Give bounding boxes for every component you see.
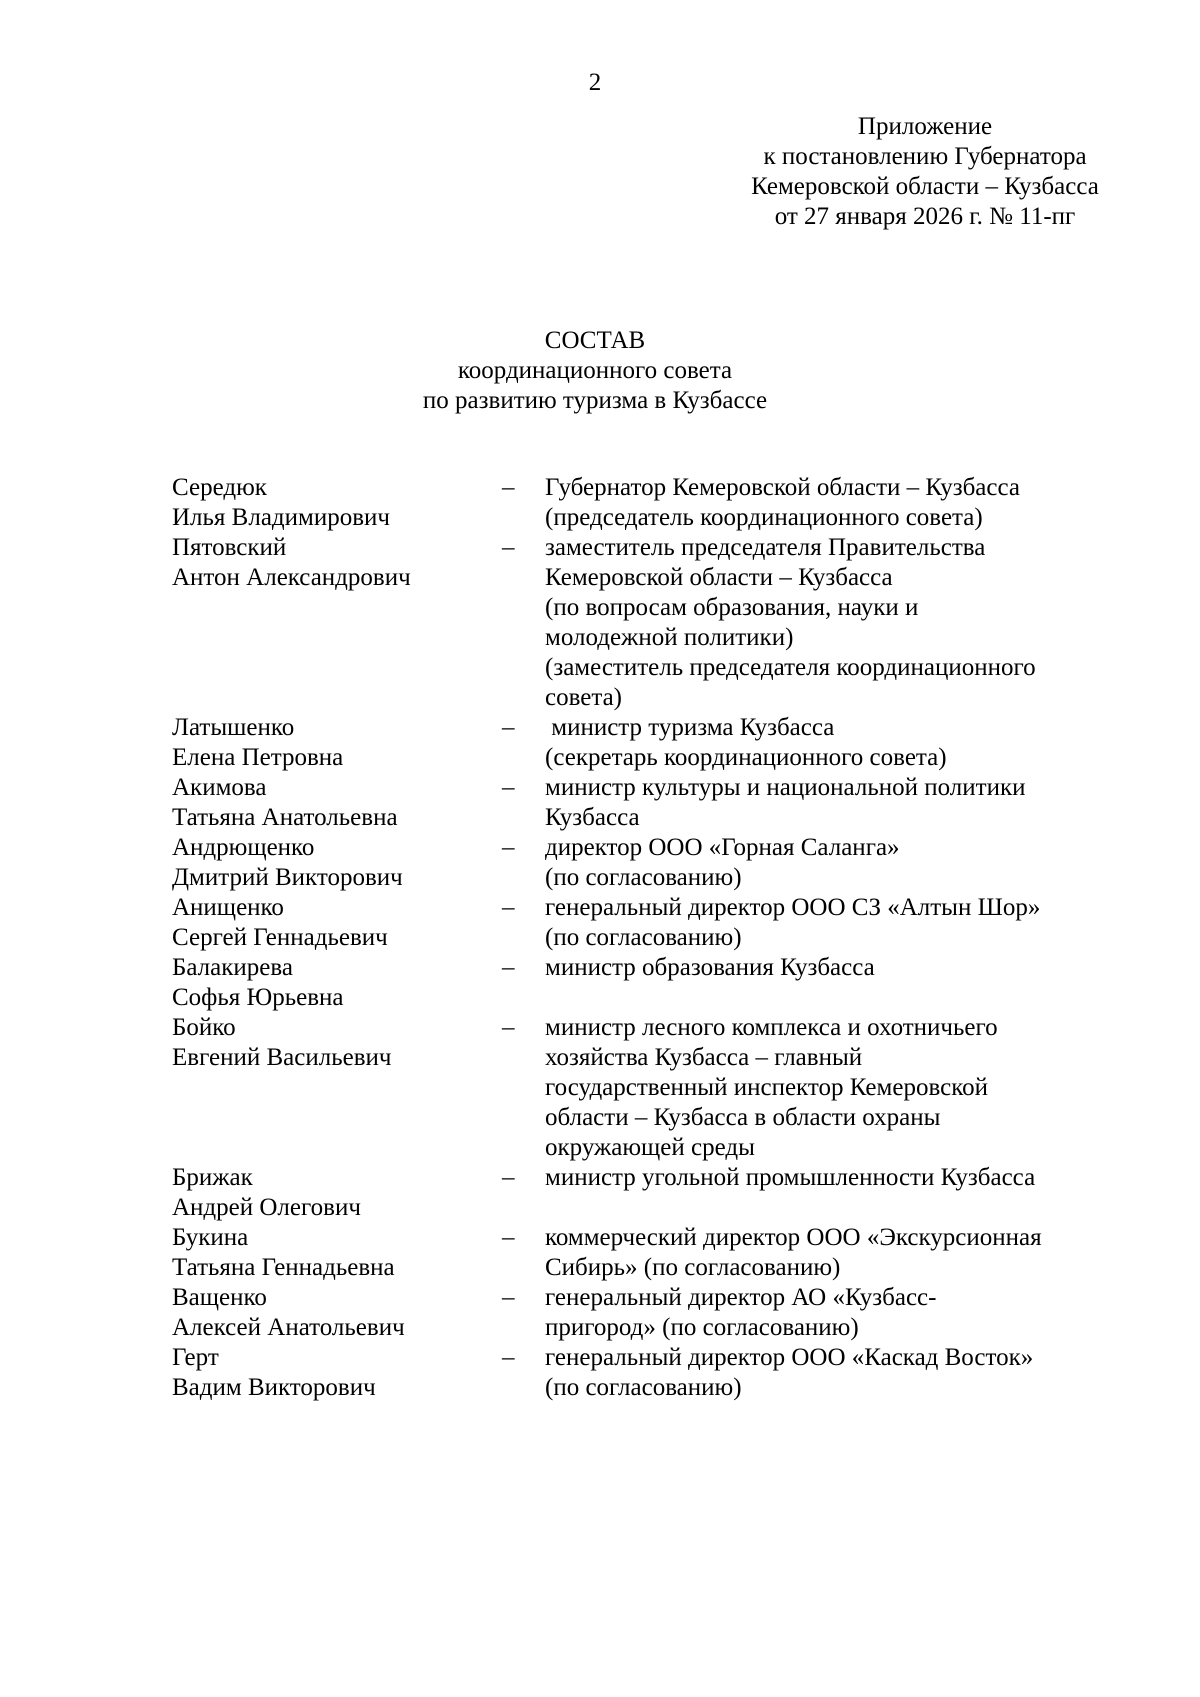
role-line: государственный инспектор Кемеровской (545, 1074, 988, 1101)
document-title (0, 326, 1190, 416)
member-entry (172, 773, 1132, 833)
role-line: совета) (545, 684, 623, 711)
role-line: области – Кузбасса в области охраны (545, 1104, 941, 1131)
member-role (545, 1343, 1132, 1403)
member-role (545, 833, 1132, 893)
member-name (172, 1343, 502, 1403)
role-line: министр лесного комплекса и охотничьего (545, 1014, 998, 1041)
role-line: генеральный директор ООО СЗ «Алтын Шор» (545, 894, 1041, 921)
member-surname: Акимова (172, 774, 267, 801)
member-surname: Букина (172, 1224, 249, 1251)
role-line: хозяйства Кузбасса – главный (545, 1044, 863, 1071)
member-role (545, 713, 1132, 773)
role-line: молодежной политики) (545, 624, 794, 651)
members-list (172, 473, 1132, 1403)
member-surname: Балакирева (172, 954, 293, 981)
dash-separator: – (502, 1344, 515, 1371)
member-name (172, 713, 502, 773)
role-line: (заместитель председателя координационного (545, 654, 1036, 681)
member-given-names: Алексей Анатольевич (172, 1314, 405, 1341)
dash-separator: – (502, 1224, 515, 1251)
member-role (545, 1223, 1132, 1283)
role-line: (секретарь координационного совета) (545, 744, 947, 771)
member-entry (172, 1013, 1132, 1163)
member-name (172, 1283, 502, 1343)
member-role (545, 473, 1132, 533)
member-entry (172, 533, 1132, 713)
member-role (545, 893, 1132, 953)
member-entry (172, 1163, 1132, 1223)
member-given-names: Сергей Геннадьевич (172, 924, 388, 951)
member-surname: Ващенко (172, 1284, 267, 1311)
role-line: Кузбасса (545, 804, 640, 831)
role-line: (председатель координационного совета) (545, 504, 983, 531)
member-role (545, 953, 1132, 983)
role-line: директор ООО «Горная Саланга» (545, 834, 900, 861)
dash-separator: – (502, 894, 515, 921)
member-entry (172, 893, 1132, 953)
title-subheading: по развитию туризма в Кузбассе (422, 387, 768, 414)
appendix-line: от 27 января 2026 г. № 11-пг (774, 203, 1076, 230)
member-name (172, 533, 502, 593)
dash-separator: – (502, 474, 515, 501)
member-name (172, 1223, 502, 1283)
member-given-names: Вадим Викторович (172, 1374, 376, 1401)
dash-separator: – (502, 954, 515, 981)
role-line: (по согласованию) (545, 924, 742, 951)
member-name (172, 473, 502, 533)
member-surname: Андрющенко (172, 834, 315, 861)
role-line: коммерческий директор ООО «Экскурсионная (545, 1224, 1042, 1251)
member-name (172, 1013, 502, 1073)
member-entry (172, 953, 1132, 1013)
page-number: 2 (588, 69, 602, 96)
member-entry (172, 713, 1132, 773)
member-surname: Пятовский (172, 534, 287, 561)
role-line: (по согласованию) (545, 864, 742, 891)
member-given-names: Татьяна Анатольевна (172, 804, 398, 831)
member-name (172, 893, 502, 953)
member-name (172, 953, 502, 1013)
role-line: Сибирь» (по согласованию) (545, 1254, 841, 1281)
dash-separator: – (502, 534, 515, 561)
dash-separator: – (502, 774, 515, 801)
role-line: окружающей среды (545, 1134, 755, 1161)
member-role (545, 1283, 1132, 1343)
member-entry (172, 473, 1132, 533)
member-entry (172, 833, 1132, 893)
member-role (545, 533, 1132, 713)
appendix-line: Приложение (857, 113, 993, 140)
role-line: министр угольной промышленности Кузбасса (545, 1164, 1036, 1191)
role-line: министр культуры и национальной политики (545, 774, 1026, 801)
dash-separator: – (502, 1164, 515, 1191)
member-given-names: Татьяна Геннадьевна (172, 1254, 395, 1281)
member-given-names: Софья Юрьевна (172, 984, 344, 1011)
member-given-names: Дмитрий Викторович (172, 864, 403, 891)
member-name (172, 833, 502, 893)
member-given-names: Елена Петровна (172, 744, 344, 771)
role-line: Кемеровской области – Кузбасса (545, 564, 893, 591)
member-role (545, 1163, 1132, 1193)
member-given-names: Евгений Васильевич (172, 1044, 392, 1071)
appendix-header (600, 112, 1200, 232)
dash-separator: – (502, 834, 515, 861)
role-line: (по согласованию) (545, 1374, 742, 1401)
role-line: пригород» (по согласованию) (545, 1314, 859, 1341)
dash-separator: – (502, 714, 515, 741)
role-line: генеральный директор ООО «Каскад Восток» (545, 1344, 1034, 1371)
appendix-line: к постановлению Губернатора (763, 143, 1087, 170)
role-line: (по вопросам образования, науки и (545, 594, 919, 621)
role-line: заместитель председателя Правительства (545, 534, 986, 561)
member-given-names: Андрей Олегович (172, 1194, 361, 1221)
member-surname: Бойко (172, 1014, 236, 1041)
member-surname: Латышенко (172, 714, 295, 741)
member-entry (172, 1343, 1132, 1403)
member-surname: Анищенко (172, 894, 284, 921)
dash-separator: – (502, 1284, 515, 1311)
title-subheading: координационного совета (457, 357, 733, 384)
member-name (172, 773, 502, 833)
member-surname: Брижак (172, 1164, 253, 1191)
role-line: министр туризма Кузбасса (545, 714, 835, 741)
member-entry (172, 1223, 1132, 1283)
title-heading: СОСТАВ (544, 327, 646, 354)
member-surname: Середюк (172, 474, 267, 501)
role-line: генеральный директор АО «Кузбасс- (545, 1284, 937, 1311)
role-line: Губернатор Кемеровской области – Кузбасса (545, 474, 1020, 501)
member-role (545, 773, 1132, 833)
dash-separator: – (502, 1014, 515, 1041)
member-given-names: Антон Александрович (172, 564, 411, 591)
member-role (545, 1013, 1132, 1163)
member-entry (172, 1283, 1132, 1343)
member-name (172, 1163, 502, 1223)
member-given-names: Илья Владимирович (172, 504, 390, 531)
role-line: министр образования Кузбасса (545, 954, 875, 981)
member-surname: Герт (172, 1344, 219, 1371)
appendix-line: Кемеровской области – Кузбасса (751, 173, 1099, 200)
